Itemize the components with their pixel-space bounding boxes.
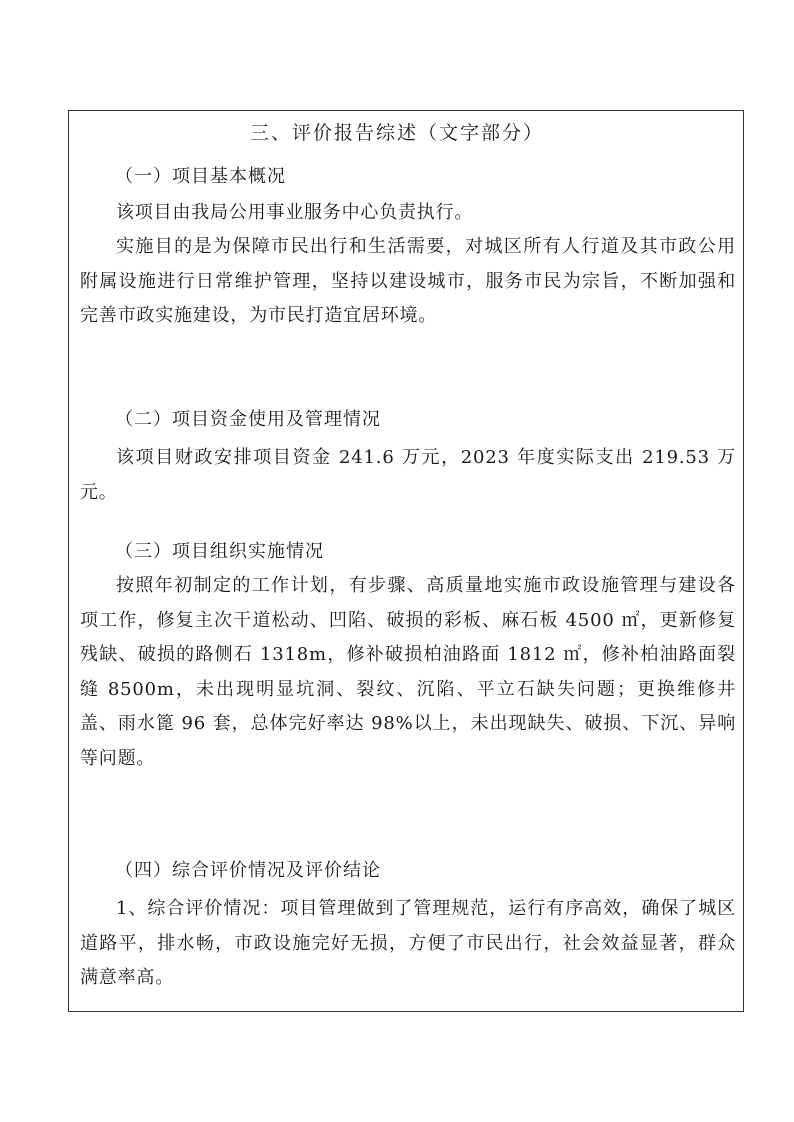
section-4-paragraph-1: 1、综合评价情况：项目管理做到了管理规范，运行有序高效，确保了城区道路平，排水畅，市政设施完好无损，方便了市民出行，社会效益显著，群众满意率高。 (80, 898, 736, 988)
section-1-heading: （一）项目基本概况 (115, 166, 286, 187)
report-title: 三、评价报告综述（文字部分） (249, 122, 544, 144)
section-2-heading: （二）项目资金使用及管理情况 (115, 409, 381, 430)
section-3-heading: （三）项目组织实施情况 (115, 541, 324, 562)
section-1-paragraph-1: 该项目由我局公用事业服务中心负责执行。 (116, 202, 474, 223)
section-4-heading: （四）综合评价情况及评价结论 (115, 860, 381, 881)
section-3-paragraph-1: 按照年初制定的工作计划，有步骤、高质量地实施市政设施管理与建设各项工作，修复主次干道松动、凹陷、破损的彩板、麻石板 4500 ㎡，更新修复残缺、破损的路侧石 1318m，修补破损柏油路面 1812 ㎡，修补柏油路面裂缝 8500m，未出现明显坑洞、裂纹、沉陷、平立石缺失问题；更换维修井盖、雨水篦 96 套，总体完好率达 98%以上，未出现缺失、破损、下沉、异响等问题。 (80, 575, 736, 769)
section-2-paragraph-1: 该项目财政安排项目资金 241.6 万元，2023 年度实际支出 219.53 万元。 (80, 447, 736, 503)
section-1-paragraph-2: 实施目的是为保障市民出行和生活需要，对城区所有人行道及其市政公用附属设施进行日常维护管理，坚持以建设城市，服务市民为宗旨，不断加强和完善市政实施建设，为市民打造宜居环境。 (80, 236, 736, 326)
